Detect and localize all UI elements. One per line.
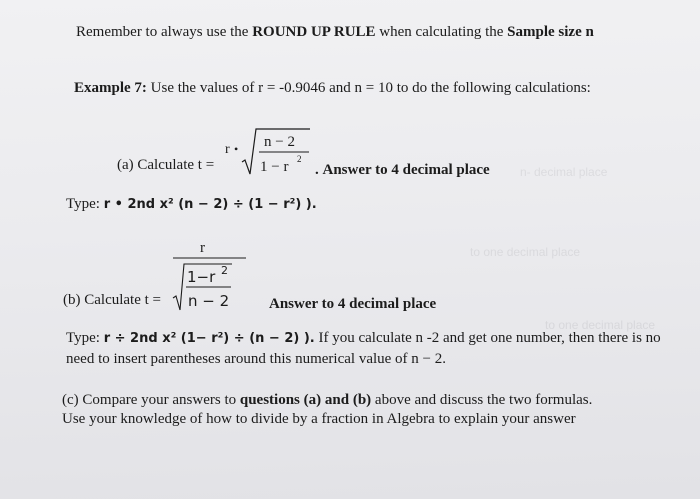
rule-text-2: when calculating the: [379, 24, 504, 40]
part-b-answer: Answer to 4 decimal place: [269, 296, 437, 312]
type-b-note-line2: need to insert parentheses around this numerical value of n − 2.: [66, 351, 447, 367]
formula-a-denominator: 1 − r: [260, 159, 289, 175]
formula-a-exp: 2: [297, 154, 302, 164]
example-text: Use the values of r = -0.9046 and n = 10 to do the following calculations:: [150, 80, 591, 96]
show-through-2: to one decimal place: [470, 245, 581, 259]
type-b-label: Type:: [66, 330, 100, 346]
example-heading: [74, 80, 591, 97]
type-b-instruction: [66, 330, 661, 347]
rule-text-1: Remember to always use the: [76, 24, 249, 40]
type-b-keys: r ÷ 2nd x² (1− r²) ÷ (n − 2) ).: [103, 331, 315, 346]
type-a-instruction: [66, 196, 317, 213]
part-a-answer: Answer to 4 decimal place: [322, 162, 490, 178]
type-a-keys: r • 2nd x² (n − 2) ÷ (1 − r²) ).: [103, 197, 317, 212]
type-a-label: Type:: [66, 196, 100, 212]
formula-a-dot: •: [234, 142, 239, 156]
part-a-period: .: [315, 162, 319, 178]
show-through-1: n- decimal place: [520, 165, 608, 179]
formula-b-inner-den: n − 2: [188, 292, 230, 310]
part-a-label: (a) Calculate t =: [117, 157, 215, 173]
formula-a-numerator: n − 2: [264, 134, 295, 150]
part-c-line1: [62, 392, 592, 409]
type-b-note-1: If you calculate n -2 and get one number, then there is no: [318, 330, 661, 346]
part-c-bold: questions (a) and (b): [239, 392, 372, 408]
part-c-text-1: (c) Compare your answers to: [62, 392, 237, 408]
part-b-label: (b) Calculate t =: [63, 292, 162, 308]
part-c-text-2: above and discuss the two formulas.: [374, 392, 593, 408]
example-label: Example 7:: [74, 80, 147, 96]
rule-bold-2: Sample size n: [507, 24, 594, 40]
part-c-line2: Use your knowledge of how to divide by a fraction in Algebra to explain your answer: [62, 411, 576, 427]
formula-b-numerator: r: [200, 240, 205, 256]
formula-b-fraction: [170, 236, 248, 314]
part-b-answer-note: [269, 296, 436, 313]
formula-a-radical: [222, 126, 312, 180]
rule-heading: [76, 24, 594, 41]
show-through-3: to one decimal place: [545, 318, 656, 332]
formula-a-r: r: [225, 142, 230, 157]
rule-bold-1: ROUND UP RULE: [252, 24, 376, 40]
part-a-answer-note: [315, 162, 490, 179]
formula-b-exp: 2: [221, 264, 228, 277]
formula-b-inner-num: 1−r: [187, 268, 216, 286]
